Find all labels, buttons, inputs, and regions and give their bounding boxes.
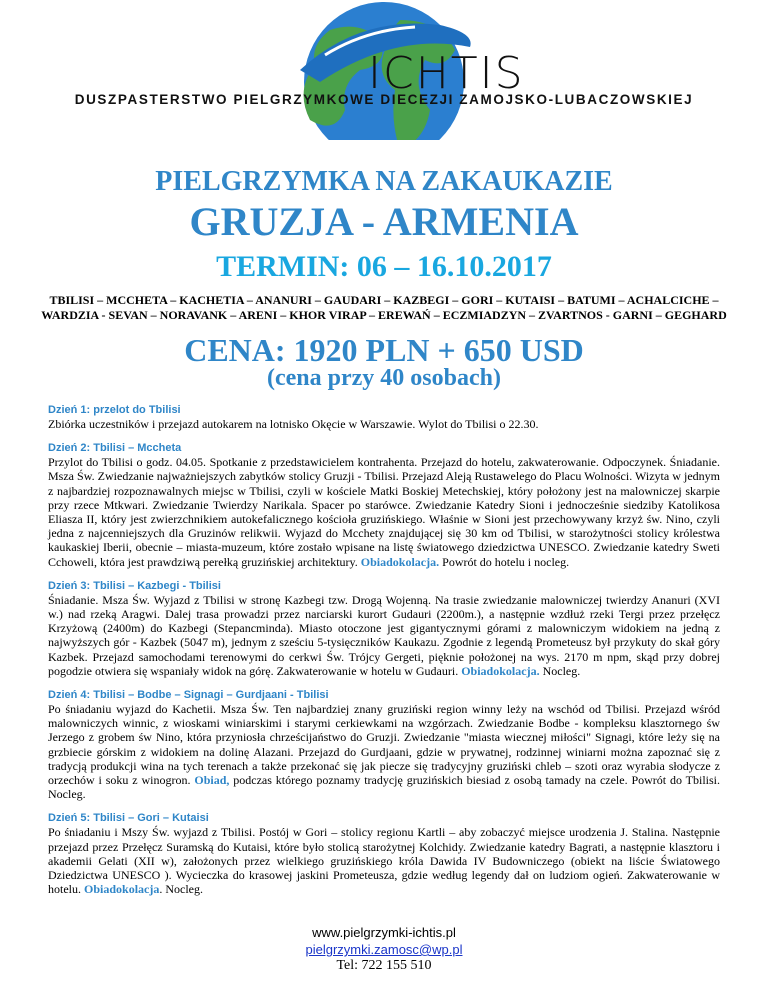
day-text: Śniadanie. Msza Św. Wyjazd z Tbilisi w stronę Kazbegi tzw. Drogą Wojenną. Na trasie zwiedzanie malowniczej twierdzy Ananuri (XVI w.) nad rzeką Aragwi. Dalej trasa prowadzi przez narciarski kurort Gudauri (2200m.), a następnie wzdłuż rzeki Tergi przez przełęcz Krzyżową (2400m) do Kazbegi (Stepancminda). Miasto otoczone jest gigantycznymi górami z malowniczym widokiem na jedną z najwyższych gór - Kazbek (5047 m), jednym z sześciu 5-tysięczników Kaukazu. Zgodnie z legendą Prometeusz był przykuty do skał góry Kazbek. Przejazd samochodami terenowymi do cerkwi Św. Trójcy Gergeti, pięknie położonej na wys. 2170 m npm, skąd przy dobrej pogodzie otwiera się wspaniały widok na górę. Zakwaterowanie w hotelu w Gudauri. Obiadokolacja. Nocleg. — [48, 592, 720, 678]
day-title: Dzień 3: Tbilisi – Kazbegi - Tbilisi — [48, 579, 221, 592]
website-link[interactable]: www.pielgrzymki-ichtis.pl — [312, 925, 456, 940]
price-note: (cena przy 40 osobach) — [267, 365, 501, 391]
logo — [0, 0, 768, 140]
meal-highlight: Obiadokolacja. — [360, 554, 440, 569]
meal-highlight: Obiadokolacja — [84, 882, 160, 897]
day-title: Dzień 5: Tbilisi – Gori – Kutaisi — [48, 812, 209, 825]
day-title: Dzień 1: przelot do Tbilisi — [48, 404, 181, 416]
trip-dates: TERMIN: 06 – 16.10.2017 — [216, 250, 552, 283]
brand-name: ICHTIS — [368, 48, 525, 99]
day-section — [48, 688, 720, 801]
email-link[interactable]: pielgrzymki.zamosc@wp.pl — [305, 942, 463, 957]
itinerary — [48, 403, 720, 906]
title-line-2: GRUZJA - ARMENIA — [189, 199, 579, 244]
day-section — [48, 579, 720, 678]
day-section — [48, 811, 720, 896]
day-title: Dzień 4: Tbilisi – Bodbe – Signagi – Gurdjaani - Tbilisi — [48, 689, 329, 702]
day-text: Po śniadaniu i Mszy Św. wyjazd z Tbilisi. Postój w Gori – stolicy regionu Kartli – aby zobaczyć miejsce urodzenia J. Stalina. Następnie przejazd przez Przełęcz Suramską do Kutaisi, które było stolicą starożytnej Kolchidy. Zwiedzanie katedry Bagrati, a następnie klasztoru i akademii Gelati (XII w), założonych przez wielkiego gruzińskiego króla Dawida IV Budowniczego (obiekt na liście Światowego Dziedzictwa UNESCO ). Wycieczka do krasowej jaskini Prometeusza, gdzie według legendy dał on ludziom ogień. Zakwaterowanie w hotelu. Obiadokolacja. Nocleg. — [48, 825, 720, 897]
meal-highlight: Obiadokolacja. — [461, 663, 540, 678]
day-section — [48, 441, 720, 569]
organization-name: DUSZPASTERSTWO PIELGRZYMKOWE DIECEZJI ZAMOJSKO-LUBACZOWSKIEJ — [74, 92, 694, 107]
day-text: Zbiórka uczestników i przejazd autokarem na lotnisko Okęcie w Warszawie. Wylot do Tbilisi o 22.30. — [48, 417, 539, 431]
meal-highlight: Obiad, — [194, 773, 230, 788]
day-text: Przylot do Tbilisi o godz. 04.05. Spotkanie z przedstawicielem kontrahenta. Przejazd do hotelu, zakwaterowanie. Odpoczynek. Śniadanie. Msza Św. Zwiedzanie najważniejszych zabytków stolicy Gruzji - Tbilisi. Przejazd Aleją Rustawelego do Placu Wolności. Wizyta w jednym z najbardziej rozpoznawalnych miejsc w Tbilisi, czyli w kościele Matki Boskiej Metechskiej, który położony jest na malowniczej skarpie przy rzece Mtkwari. Zwiedzanie Twierdzy Narikala. Spacer po starówce. Zwiedzanie Katedry Sioni i jednocześnie siedziby Katolikosa Eliasza II, który jest zwierzchnikiem autokefalicznego kościoła gruzińskiego. Właśnie w Sioni jest przechowywany krzyż św. Nino, czyli jedna z najcenniejszych dla Gruzinów relikwii. Wyjazd do Mcchety znajdującej się 30 km od Tbilisi, w starożytności stolicy królestwa kaukaskiej Iberii, obecnie – miasta-muzeum, które zostało wpisane na listę światowego dziedzictwa UNESCO. Zwiedzanie katedry Sweti Cchoweli, która jest prawdziwą perełką gruzińskiej architektury. Obiadokolacja. Powrót do hotelu i nocleg. — [48, 455, 720, 569]
day-section — [48, 403, 720, 431]
title-line-1: PIELGRZYMKA NA ZAKAUKAZIE — [155, 166, 613, 197]
route: TBILISI – MCCHETA – KACHETIA – ANANURI – GAUDARI – KAZBEGI – GORI – KUTAISI – BATUMI – ACHALCICHE – WARDZIA - SEVAN – NORAVANK – ARENI – KHOR VIRAP – EREWAŃ – ECZMIADZYN – ZVARTNOS - GARNI – GEGHARD — [41, 293, 727, 322]
day-title: Dzień 2: Tbilisi – Mccheta — [48, 442, 182, 455]
phone-number: Tel: 722 155 510 — [336, 958, 432, 973]
price: CENA: 1920 PLN + 650 USD — [184, 332, 584, 368]
day-text: Po śniadaniu wyjazd do Kachetii. Msza Św. Ten najbardziej znany gruziński region winny leży na wschód od Tbilisi. Przejazd wśród malowniczych winnic, z wioskami winiarskimi i starymi cerkiewkami na wzgórzach. Zwiedzanie Bodbe - kompleksu klasztornego św Jerzego z grobem św Nino, która przyniosła chrześcijaństwo do Gruzji. Zwiedzanie "miasta wiecznej miłości" Signagi, które leży się na grzbiecie górskim z widokiem na dolinę Alazani. Przejazd do Gurdjaani, gdzie w prywatnej, rodzinnej winiarni można zapoznać się z tradycją produkcji wina na tych terenach a także przekonać się jak piecze się tradycyjny gruziński chleb – szoti oraz wyrabia słodycze z orzechów i soku z winogron. Obiad, podczas którego poznamy tradycję gruzińskich biesiad z osobą tamady na czele. Powrót do Tbilisi. Nocleg. — [48, 702, 721, 802]
